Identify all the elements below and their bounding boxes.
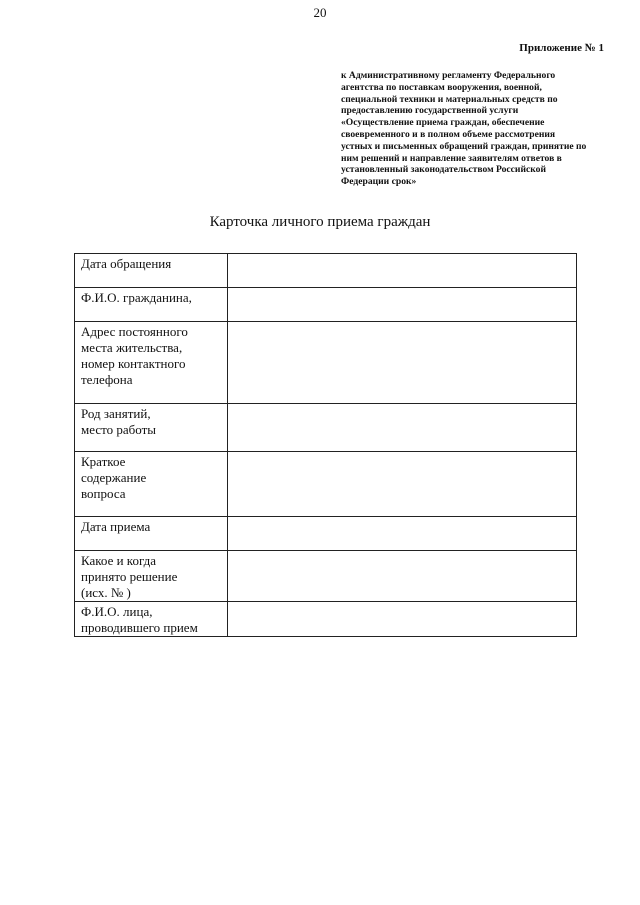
appendix-label: Приложение № 1: [519, 42, 604, 54]
label-line: Краткое: [81, 454, 126, 469]
row-label: [75, 551, 228, 602]
label-line: Ф.И.О. гражданина,: [81, 290, 192, 305]
page-number: 20: [313, 5, 327, 20]
row-label: [75, 602, 228, 637]
row-label: [75, 517, 228, 551]
row-label: [75, 322, 228, 404]
label-line: проводившего прием: [81, 620, 198, 635]
appendix-line: специальной техники и материальных средств по: [341, 93, 558, 105]
label-line: Ф.И.О. лица,: [81, 604, 153, 619]
label-line: место работы: [81, 422, 156, 437]
row-value-cell[interactable]: [228, 551, 577, 602]
appendix-line: агентства по поставкам вооружения, военной,: [341, 81, 542, 93]
table-row: [75, 404, 577, 452]
row-label: [75, 288, 228, 322]
appendix-line: своевременного и в полном объеме рассмотрения: [341, 128, 556, 140]
appendix-line: «Осуществление приема граждан, обеспечение: [341, 117, 545, 129]
appendix-line: установленный законодательством Российской: [341, 164, 546, 176]
label-line: места жительства,: [81, 340, 183, 355]
row-value-cell[interactable]: [228, 602, 577, 637]
table-row: [75, 452, 577, 517]
label-line: Род занятий,: [81, 406, 151, 421]
label-line: Дата приема: [81, 519, 151, 534]
table-row: [75, 322, 577, 404]
appendix-reference: [341, 70, 604, 188]
appendix-line: Федерации срок»: [341, 176, 417, 188]
row-value-cell[interactable]: [228, 517, 577, 551]
label-line: телефона: [81, 372, 133, 387]
table-row: [75, 517, 577, 551]
label-line: номер контактного: [81, 356, 186, 371]
appendix-line: предоставлению государственной услуги: [341, 105, 519, 117]
label-line: принято решение: [81, 569, 178, 584]
row-value-cell[interactable]: [228, 404, 577, 452]
table-row: [75, 602, 577, 637]
table-row: [75, 254, 577, 288]
label-line: Адрес постоянного: [81, 324, 188, 339]
row-value-cell[interactable]: [228, 452, 577, 517]
label-line: Дата обращения: [81, 256, 172, 271]
table-row: [75, 288, 577, 322]
row-value-cell[interactable]: [228, 322, 577, 404]
document-title: Карточка личного приема граждан: [209, 214, 431, 230]
row-label: [75, 452, 228, 517]
label-line: Какое и когда: [81, 553, 157, 568]
label-line: содержание: [81, 470, 147, 485]
row-value-cell[interactable]: [228, 254, 577, 288]
row-label: [75, 404, 228, 452]
label-line: вопроса: [81, 486, 126, 501]
table-row: [75, 551, 577, 602]
label-line: (исх. № ): [81, 585, 131, 600]
reception-card-table: [74, 253, 577, 637]
appendix-line: к Административному регламенту Федерального: [341, 70, 556, 81]
appendix-line: устных и письменных обращений граждан, принятие по: [341, 140, 587, 152]
row-value-cell[interactable]: [228, 288, 577, 322]
appendix-line: ним решений и направление заявителям ответов в: [341, 152, 562, 164]
row-label: [75, 254, 228, 288]
